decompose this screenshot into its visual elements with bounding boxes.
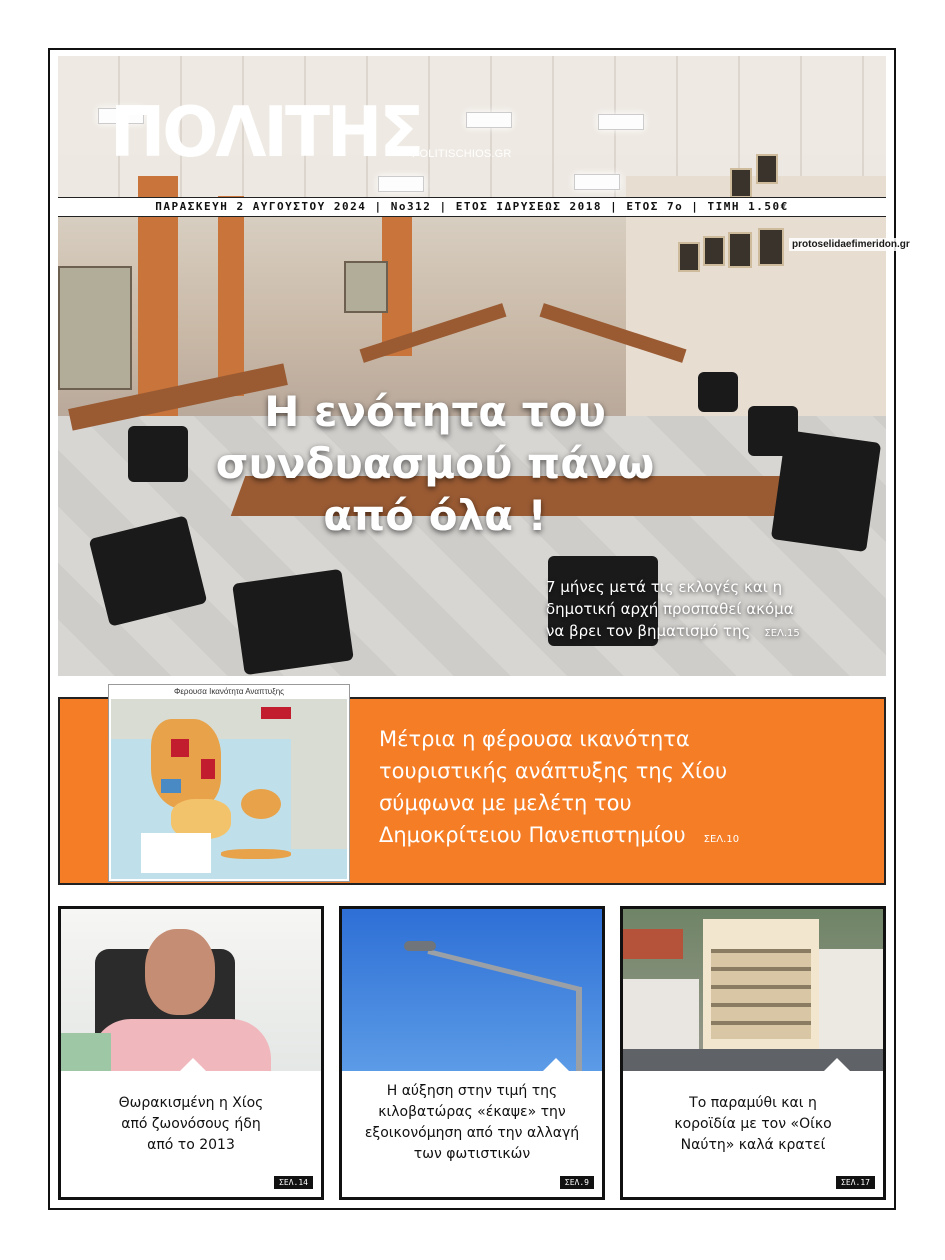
card-headline bbox=[633, 1093, 873, 1156]
card-photo-man bbox=[61, 909, 321, 1071]
photo-pillar bbox=[218, 196, 244, 396]
feature-line: σύμφωνα με μελέτη του bbox=[379, 791, 632, 815]
card-photo-streetlight bbox=[342, 909, 602, 1071]
card-headline bbox=[71, 1093, 311, 1156]
photo-portrait bbox=[730, 168, 752, 198]
lead-sub-line: 7 μήνες μετά τις εκλογές και η bbox=[546, 578, 783, 596]
photo-lamp bbox=[404, 941, 436, 951]
card-line: από ζωονόσους ήδη bbox=[121, 1116, 261, 1132]
photo-portrait bbox=[758, 228, 784, 266]
card-line: Η αύξηση στην τιμή της bbox=[386, 1083, 558, 1099]
map-land bbox=[291, 699, 347, 849]
photo-chair bbox=[698, 372, 738, 412]
photo-face bbox=[145, 929, 215, 1015]
photo-portrait bbox=[678, 242, 700, 272]
card-notch bbox=[823, 1058, 851, 1071]
feature-line: Μέτρια η φέρουσα ικανότητα bbox=[379, 727, 690, 751]
lead-page-ref: ΣΕΛ.15 bbox=[764, 628, 800, 639]
photo-pole bbox=[576, 987, 582, 1071]
lead-headline-line: συνδυασμού πάνω bbox=[215, 439, 655, 488]
newspaper-logo: ΠΟΛΙΤΗΣ bbox=[110, 92, 422, 173]
photo-portrait bbox=[703, 236, 725, 266]
card-page-ref: ΣΕΛ.17 bbox=[836, 1176, 875, 1189]
photo-arm bbox=[427, 949, 582, 992]
photo-portrait bbox=[728, 232, 752, 268]
card-line: από το 2013 bbox=[147, 1137, 235, 1153]
lead-headline-line: από όλα ! bbox=[323, 491, 547, 540]
photo-chair bbox=[748, 406, 798, 456]
photo-chair bbox=[128, 426, 188, 482]
map-islands bbox=[241, 789, 281, 819]
card-line: Ναύτη» καλά κρατεί bbox=[680, 1137, 826, 1153]
card-line: των φωτιστικών bbox=[413, 1146, 531, 1162]
masthead bbox=[110, 92, 550, 173]
card-notch bbox=[179, 1058, 207, 1071]
card-line: Το παραμύθι και η bbox=[689, 1095, 817, 1111]
card-photo-building bbox=[623, 909, 883, 1071]
card-line: κοροϊδία με τον «Οίκο bbox=[674, 1116, 832, 1132]
photo-window bbox=[344, 261, 388, 313]
dateline: ΠΑΡΑΣΚΕΥΗ 2 ΑΥΓΟΥΣΤΟΥ 2024 | Νο312 | ΕΤΟΣ ΙΔΡΥΣΕΩΣ 2018 | ΕΤΟΣ 7ο | ΤΙΜΗ 1.50€ bbox=[58, 197, 886, 217]
map-hotspot bbox=[261, 707, 291, 719]
photo-light bbox=[598, 114, 644, 130]
card-line: εξοικονόμηση από την αλλαγή bbox=[364, 1125, 580, 1141]
photo-chair bbox=[232, 569, 354, 675]
feature-page-ref: ΣΕΛ.10 bbox=[703, 834, 740, 845]
map-crete bbox=[221, 849, 291, 859]
photo-plant bbox=[61, 1033, 111, 1071]
story-card bbox=[339, 906, 605, 1200]
lead-sub-line: να βρει τον βηματισμό της bbox=[546, 622, 751, 640]
map-hotspot bbox=[171, 739, 189, 757]
feature-line: Δημοκρίτειου Πανεπιστημίου bbox=[379, 823, 686, 847]
map-title: Φερουσα Ικανότητα Αναπτυξης bbox=[173, 687, 284, 696]
lead-subheadline bbox=[546, 576, 876, 645]
map-legend bbox=[141, 833, 211, 873]
photo-building-left bbox=[623, 979, 699, 1059]
lead-headline-line: Η ενότητα του bbox=[264, 387, 606, 436]
card-line: Θωρακισμένη η Χίος bbox=[118, 1095, 264, 1111]
map-coolspot bbox=[161, 779, 181, 793]
lead-headline bbox=[180, 386, 690, 542]
card-headline bbox=[352, 1081, 592, 1165]
newspaper-url: POLITISCHIOS.GR bbox=[412, 148, 512, 160]
photo-window bbox=[58, 266, 132, 390]
feature-map bbox=[108, 684, 350, 882]
lead-sub-line-last bbox=[546, 620, 876, 645]
lead-sub-line: δημοτική αρχή προσπαθεί ακόμα bbox=[546, 600, 794, 618]
photo-light bbox=[378, 176, 424, 192]
feature-line: τουριστικής ανάπτυξης της Χίου bbox=[379, 759, 728, 783]
photo-roof bbox=[623, 929, 683, 959]
photo-building-right bbox=[819, 949, 883, 1059]
story-card bbox=[58, 906, 324, 1200]
watermark: protoselidaefimeridon.gr bbox=[789, 238, 913, 251]
photo-light bbox=[574, 174, 620, 190]
card-notch bbox=[542, 1058, 570, 1071]
feature-headline bbox=[379, 723, 839, 856]
card-line: κιλοβατώρας «έκαψε» την bbox=[378, 1104, 566, 1120]
map-hotspot bbox=[201, 759, 215, 779]
feature-line-last bbox=[379, 819, 839, 856]
photo-windows bbox=[711, 949, 811, 1039]
story-card bbox=[620, 906, 886, 1200]
card-page-ref: ΣΕΛ.14 bbox=[274, 1176, 313, 1189]
card-page-ref: ΣΕΛ.9 bbox=[560, 1176, 594, 1189]
photo-portrait bbox=[756, 154, 778, 184]
